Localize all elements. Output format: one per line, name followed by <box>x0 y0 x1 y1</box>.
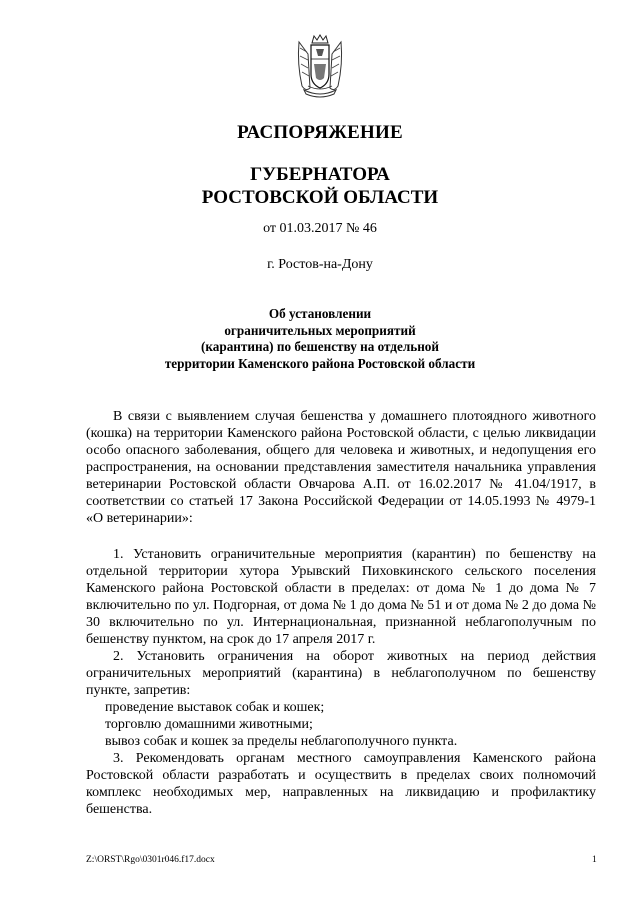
issuer <box>0 163 640 209</box>
subject-line-4: территории Каменского района Ростовской области <box>164 355 476 371</box>
item-2-paragraph: 2. Установить ограничения на оборот животных на период действия ограничительных мероприятий (карантина) в неблагополучном по бешенству пункте, запретив: <box>86 649 596 698</box>
footer-page-number: 1 <box>592 855 597 865</box>
subject-line-1: Об установлении <box>268 306 372 321</box>
date-number: от 01.03.2017 № 46 <box>263 221 377 236</box>
item-3-paragraph: 3. Рекомендовать органам местного самоуправления Каменского района Ростовской области разработать и осуществить в пределах своих полномочий комплекс необходимых мер, направленных на ликвидацию и профилактику бешенства. <box>86 751 596 817</box>
item-2-ban-exhibitions: проведение выставок собак и кошек; <box>105 700 325 715</box>
issuer-line-1: ГУБЕРНАТОРА <box>250 164 390 185</box>
footer-file-path: Z:\ORST\Rgo\0301r046.f17.docx <box>86 855 215 865</box>
item-2-ban-trade: торговлю домашними животными; <box>105 717 313 732</box>
document-body <box>86 408 596 818</box>
item-2-ban-export: вывоз собак и кошек за пределы неблагополучного пункта. <box>105 734 458 749</box>
preamble-paragraph: В связи с выявлением случая бешенства у домашнего плотоядного животного (кошка) на территории Каменского района Ростовской области, с целью ликвидации особо опасного заболевания, общего для человека и животных, и недопущения его распространения, на основании представления заместителя начальника управления ветеринарии Ростовской области Овчарова А.П. от 16.02.2017 № 41.04/1917, в соответствии со статьей 17 Закона Российской Федерации от 14.05.1993 № 4979-1 «О ветеринарии»: <box>86 409 596 526</box>
subject-heading <box>0 306 640 372</box>
subject-line-2: ограничительных мероприятий <box>224 322 416 338</box>
subject-line-3: (карантина) по бешенству на отдельной <box>200 339 439 354</box>
issuer-line-2: РОСТОВСКОЙ ОБЛАСТИ <box>201 187 439 208</box>
document-type: РАСПОРЯЖЕНИЕ <box>237 122 403 143</box>
item-1-paragraph: 1. Установить ограничительные мероприятия (карантин) по бешенству на отдельной территории хутора Урывский Пиховкинского сельского поселения Каменского района Ростовской области в пределах: от дома № 1 до дома № 7 включительно по ул. Подгорная, от дома № 1 до дома № 51 и от дома № 2 до дома № 30 включительно по ул. Интернациональная, признанной неблагополучным по бешенству пунктом, на срок до 17 апреля 2017 г. <box>86 547 596 647</box>
coat-of-arms-icon <box>296 34 344 100</box>
city: г. Ростов-на-Дону <box>267 257 373 272</box>
